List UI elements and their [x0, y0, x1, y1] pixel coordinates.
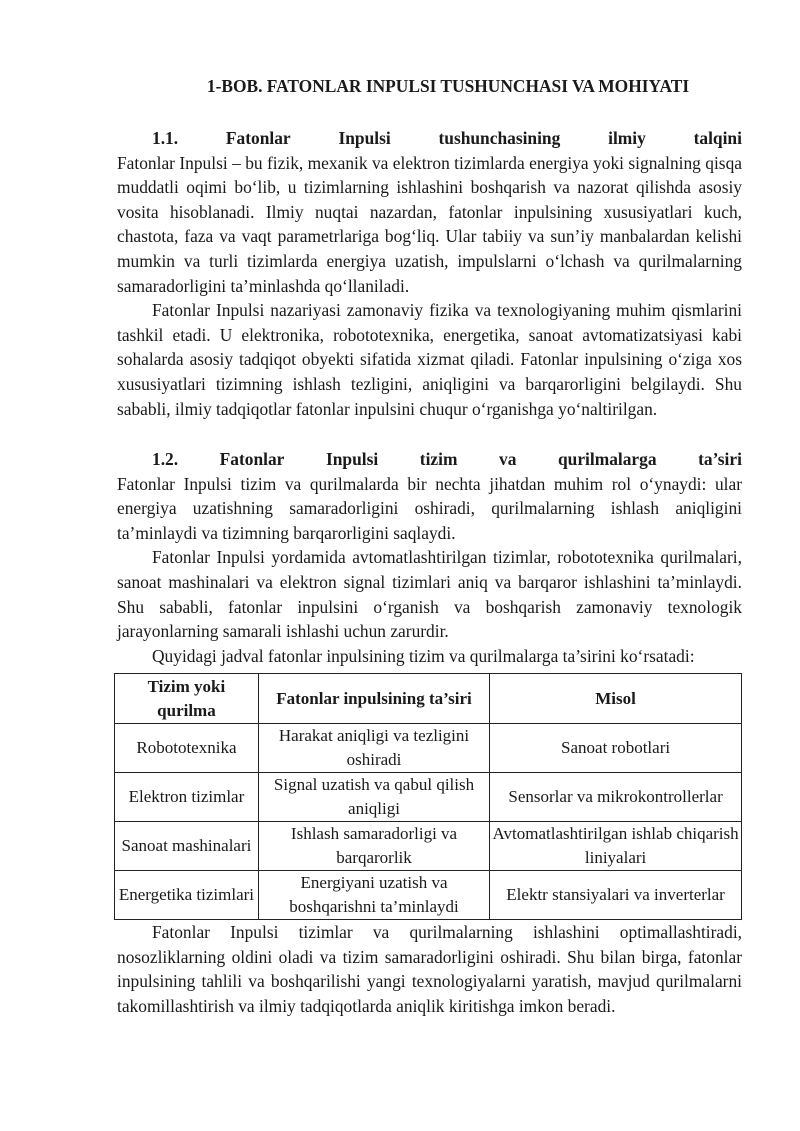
table-row [115, 822, 742, 871]
table-cell: Ishlash samaradorligi va barqarorlik [258, 822, 489, 871]
table-header-cell: Misol [490, 674, 742, 724]
heading-word: Inpulsi [338, 128, 391, 148]
closing-paragraph: Fatonlar Inpulsi tizimlar va qurilmalarning ishlashini optimallashtiradi, nosozliklarning oldini oladi va tizim samaradorligini oshiradi. Shu bilan birga, fatonlar inpulsining tahlili va boshqarilishi yangi texnologiyalarni yaratish, mavjud qurilmalarni takomillashtirish va ilmiy tadqiqotlarda aniqlik kiritishga imkon beradi. [117, 922, 742, 1016]
heading-word: 1.2. [152, 449, 179, 469]
closing-block [117, 920, 742, 1018]
table-cell: Harakat aniqligi va tezligini oshiradi [258, 724, 489, 773]
heading-word: Fatonlar [225, 128, 291, 148]
impact-table [114, 673, 742, 920]
table-intro: Quyidagi jadval fatonlar inpulsining tizim va qurilmalarga ta’sirini ko‘rsatadi: [152, 645, 695, 666]
section-1-1-paragraph-2: Fatonlar Inpulsi nazariyasi zamonaviy fizika va texnologiyaning muhim qismlarini tashkil etadi. U elektronika, robototexnika, energetika, sanoat avtomatizatsiyasi kabi sohalarda asosiy tadqiqot obyekti sifatida xizmat qiladi. Fatonlar inpulsining o‘ziga xos xususiyatlari tizimning ishlash tezligini, aniqligini va barqarorligini belgilaydi. Shu sababli, ilmiy tadqiqotlar fatonlar inpulsini chuqur o‘rganishga yo‘naltirilgan. [117, 300, 742, 419]
table-row [115, 773, 742, 822]
table-cell: Energiyani uzatish va boshqarishni ta’minlaydi [258, 871, 489, 920]
table-row [115, 871, 742, 920]
heading-word: talqini [693, 128, 742, 148]
heading-word: va [499, 449, 517, 469]
section-1-2-paragraph-2: Fatonlar Inpulsi yordamida avtomatlashtirilgan tizimlar, robototexnika qurilmalari, sanoat mashinalari va elektron signal tizimlari aniq va barqaror ishlashini ta’minlaydi. Shu sababli, fatonlar inpulsini o‘rganish va boshqarish zamonaviy texnologik jarayonlarning samarali ishlashi uchun zarurdir. [117, 547, 742, 642]
table-cell: Elektr stansiyalari va inverterlar [490, 871, 742, 920]
heading-word: qurilmalarga [558, 449, 657, 469]
table-header-cell: Fatonlar inpulsining ta’siri [258, 674, 489, 724]
heading-word: 1.1. [152, 128, 179, 148]
heading-word: Inpulsi [325, 449, 379, 469]
table-header-row [115, 674, 742, 724]
heading-word: ilmiy [608, 128, 646, 148]
table-cell: Sensorlar va mikrokontrollerlar [490, 773, 742, 822]
table-cell: Avtomatlashtirilgan ishlab chiqarish liniyalari [490, 822, 742, 871]
section-1-2-heading [117, 447, 742, 472]
chapter-title: 1-BOB. FATONLAR INPULSI TUSHUNCHASI VA MOHIYATI [206, 76, 690, 96]
table-cell: Energetika tizimlari [115, 871, 259, 920]
section-1-1-paragraph-1: Fatonlar Inpulsi – bu fizik, mexanik va elektron tizimlarda energiya yoki signalning qisqa muddatli oqimi bo‘lib, u tizimlarning ishlashini boshqarish va nazorat qilishda asosiy vosita hisoblanadi. Ilmiy nuqtai nazardan, fatonlar inpulsining xususiyatlari kuch, chastota, faza va vaqt parametrlariga bog‘liq. Ular tabiiy va sun’iy manbalardan kelishi mumkin va turli tizimlarda energiya uzatish, impulslarni o‘lchash va qurilmalarning samaradorligini ta’minlashda qo‘llaniladi. [117, 152, 742, 296]
table-row [115, 724, 742, 773]
table-cell: Robototexnika [115, 724, 259, 773]
section-1-2-paragraph-1: Fatonlar Inpulsi tizim va qurilmalarda bir nechta jihatdan muhim rol o‘ynaydi: ular energiya uzatishning samaradorligini oshiradi, qurilmalarning ishlash aniqligini ta’minlaydi va tizimning barqarorligini saqlaydi. [117, 473, 742, 543]
heading-word: tushunchasining [438, 128, 561, 148]
section-1-2 [117, 447, 742, 668]
heading-word: tizim [419, 449, 458, 469]
heading-word: Fatonlar [219, 449, 285, 469]
table-cell: Sanoat mashinalari [115, 822, 259, 871]
section-1-1 [117, 126, 742, 421]
table-cell: Elektron tizimlar [115, 773, 259, 822]
table-cell: Signal uzatish va qabul qilish aniqligi [258, 773, 489, 822]
heading-word: ta’siri [698, 449, 742, 469]
table-cell: Sanoat robotlari [490, 724, 742, 773]
section-1-1-heading [117, 126, 742, 151]
table-header-cell: Tizim yoki qurilma [115, 674, 259, 724]
